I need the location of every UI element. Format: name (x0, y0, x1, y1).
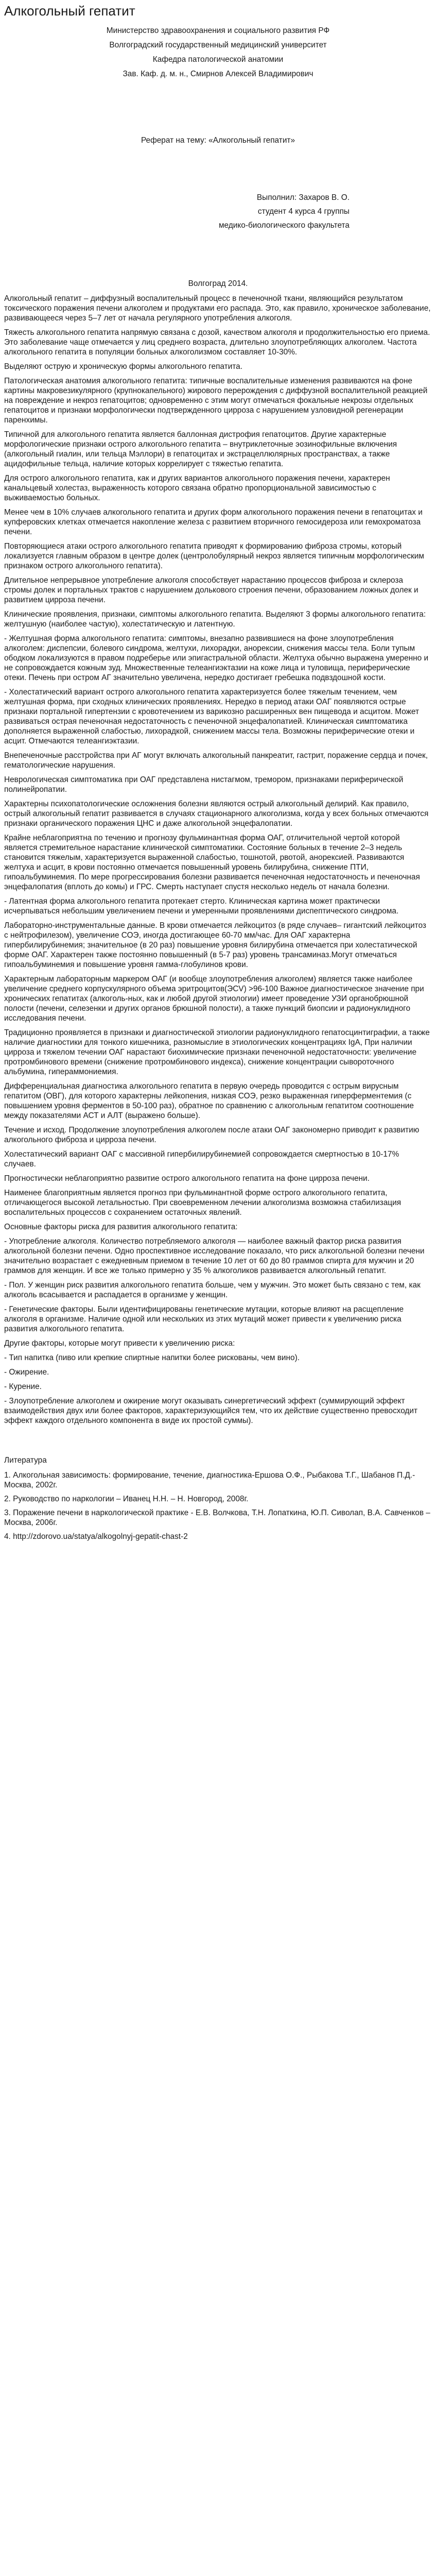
referat-topic: Реферат на тему: «Алкогольный гепатит» (141, 136, 295, 145)
paragraph: Для острого алкогольного гепатита, как и других вариантов алкогольного поражения печени, характерен канальцевый холестаз, выраженность которого связана обратно пропорциональной зависимостью с выживаемостью больных. (4, 474, 390, 502)
paragraph: Лабораторно-инструментальные данные. В крови отмечается лейкоцитоз (в ряде случаев– гигантский лейкоцитоз с нейтрофилезом), увеличение СОЭ, иногда достигающее 60-70 мм/час. Для ОАГ характерна гипербилирубинемия; значительное (в 20 раз) повышение уровня билирубина отмечается при холестатической форме ОАГ. Характерен также постоянно повышенный (в 5-7 раз) уровень трансаминаз.Могут отмечаться гипоальбуминемия и повышение уровня гамма-глобулинов крови. (4, 921, 426, 969)
paragraph: Прогностически неблагоприятно развитие острого алкогольного гепатита на фоне цирроза печени. (4, 1174, 370, 1183)
references-list (4, 1470, 432, 1541)
paragraph: - Злоупотребление алкоголем и ожирение могут оказывать синергетический эффект (суммирующий эффект взаимодействия двух или более факторов, характеризующийся тем, что их действие существенно превосходит эффект каждого отдельного компонента в виде их простой суммы). (4, 1397, 418, 1425)
reference-item: 1. Алкогольная зависимость: формирование, течение, диагностика-Ершова О.Ф., Рыбакова Т.Г., Шабанов П.Д.- Москва, 2002г. (4, 1471, 415, 1489)
article-body (4, 294, 432, 1426)
paragraph: - Употребление алкоголя. Количество потребляемого алкоголя — наиболее важный фактор риска развития алкогольной болезни печени. Одно проспективное исследование показало, что риск алкогольной болезни печени значительно возрастает с ежедневным приемом в течение 10 лет от 60 до 80 граммов спирта для мужчин и 20 граммов для женщин. И все же только примерно у 35 % алкоголиков развивается алкогольный гепатит. (4, 1237, 425, 1275)
reference-item: 2. Руководство по наркологии – Иванец Н.Н. – Н. Новгород, 2008г. (4, 1495, 249, 1503)
paragraph: - Желтушная форма алкогольного гепатита: симптомы, внезапно развившиеся на фоне злоупотребления алкоголем: диспепсии, болевого синдрома, желтухи, лихорадки, анорексии, снижения массы тела. Боли тупым ободком локализуются в правом подреберье или эпигастральной области. Желтуха обычно выражена умеренно и не сопровождается кожным зуд. Множественные телеангиэктазии на коже лица и туловища, периферические отеки. Печень при остром АГ значительно увеличена, нередко достигает гребешка подвздошной кости. (4, 634, 429, 682)
paragraph: Крайне неблагоприятна по течению и прогнозу фульминантная форма ОАГ, отличительной чертой которой является стремительное нарастание клинической симптоматики. Состояние больных в течение 2–3 недель становится тяжелым, характеризуется выраженной слабостью, тошнотой, рвотой, анорексией. Развиваются желтуха и асцит, в крови постоянно отмечается повышенный уровень билирубина, снижение ПТИ, гипоальбуминемия. По мере прогрессирования болезни развивается печеночная недостаточность и печеночная энцефалопатия (вплоть до комы) и ГРС. Смерть наступает спустя несколько недель от начала болезни. (4, 834, 420, 891)
department-line: Кафедра патологической анатомии (152, 55, 284, 64)
references-heading: Литература (4, 1456, 47, 1465)
author-line: Выполнил: Захаров В. О. (256, 193, 350, 202)
paragraph: - Тип напитка (пиво или крепкие спиртные напитки более рискованы, чем вино). (4, 1353, 300, 1362)
paragraph: Патологическая анатомия алкогольного гепатита: типичные воспалительные изменения развиваются на фоне картины макровезикулярного (крупнокапельного) жирового перерождения с диффузной воспалительной реакцией на повреждение и некроз гепатоцитов; одновременно с этим могут отмечаться фокальные некрозы отдельных гепатоцитов и признаки морфологически подтвержденного цирроза с нарушением узловидной регенерации паренхимы. (4, 377, 428, 425)
author-block (4, 193, 432, 230)
title-page-header (4, 26, 432, 79)
paragraph: Основные факторы риска для развития алкогольного гепатита: (4, 1223, 238, 1231)
city-year: Волгоград 2014. (188, 279, 248, 288)
paragraph: Клинические проявления, признаки, симптомы алкогольного гепатита. Выделяют 3 формы алкогольного гепатита: желтушную (наиболее частую), холестатическую и латентную. (4, 610, 426, 629)
paragraph: Характерным лабораторным маркером ОАГ (и вообще злоупотребления алкоголем) является также наиболее увеличение среднего корпускулярного объема эритроцитов(ЭСV) >96-100 Важное диагностическое значение при хронических гепатитах (алкоголь-ных, как и любой другой этиологии) имеет проведение УЗИ органобрюшной полости (печени, селезенки и других органов брюшной полости), а также пункций биопсии и радионуклидного исследования печени. (4, 975, 424, 1023)
student-line: студент 4 курса 4 группы (257, 207, 350, 216)
faculty-line: медико-биологического факультета (218, 221, 350, 230)
paragraph: Типичной для алкогольного гепатита является баллонная дистрофия гепатоцитов. Другие характерные морфологические признаки острого алкогольного гепатита – внутриклеточные эозинофильные включения (алкогольный гиалин, или тельца Мэллори) в гепатоцитах и экстрацеллюлярных пространствах, а также ацидофильные тельца, наличие которых коррелирует с тяжестью гепатита. (4, 430, 397, 468)
paragraph: - Латентная форма алкогольного гепатита протекает стерто. Клиническая картина может практически исчерпываться небольшим увеличением печени и умеренными проявлениями диспептического синдрома. (4, 897, 399, 916)
head-line: Зав. Каф. д. м. н., Смирнов Алексей Владимирович (123, 70, 313, 78)
paragraph: - Пол. У женщин риск развития алкогольного гепатита больше, чем у мужчин. Это может быть связано с тем, как алкоголь всасывается и распадается в организме у женщин. (4, 1281, 421, 1299)
paragraph: - Курение. (4, 1382, 42, 1391)
paragraph: Повторяющиеся атаки острого алкогольного гепатита приводят к формированию фиброза стромы, который локализуется главным образом в центре долек (центролобулярный некроз является типичным морфологическим признаком острого алкогольного гепатита). (4, 542, 424, 570)
paragraph: Тяжесть алкогольного гепатита напрямую связана с дозой, качеством алкоголя и продолжительностью его приема. Это заболевание чаще отмечается у лиц среднего возраста, длительно злоупотребляющих алкоголем. Частота алкогольного гепатита в популяции больных алкоголизмом составляет 10-30%. (4, 328, 430, 357)
paragraph: Длительное непрерывное употребление алкоголя способствует нарастанию процессов фиброза и склероза стромы долек и портальных трактов с нарушением долькового строения печени, образованием ложных долек и развитием цирроза печени. (4, 576, 418, 604)
reference-link[interactable]: 4. http://zdorovo.ua/statya/alkogolnyj-gepatit-chast-2 (4, 1532, 188, 1541)
paragraph: Дифференциальная диагностика алкогольного гепатита в первую очередь проводится с острым вирусным гепатитом (ОВГ), для которого характерны лейкопения, низкая СОЭ, резко выраженная гиперферментемия (с повышением уровня ферментов в 50-100 раз), обратное по сравнению с алкогольным гепатитом соотношение между показателями АСТ и АЛТ (выражено больше). (4, 1082, 414, 1120)
ministry-line: Министерство здравоохранения и социального развития РФ (106, 26, 330, 35)
paragraph: Внепеченочные расстройства при АГ могут включать алкогольный панкреатит, гастрит, поражение сердца и почек, гематологические нарушения. (4, 751, 428, 770)
paragraph: Выделяют острую и хроническую формы алкогольного гепатита. (4, 362, 243, 371)
paragraph: - Ожирение. (4, 1368, 49, 1377)
page-title: Алкогольный гепатит (4, 3, 135, 19)
paragraph: Течение и исход. Продолжение злоупотребления алкоголем после атаки ОАГ закономерно приводит к развитию алкогольного фиброза и цирроза печени. (4, 1126, 420, 1144)
paragraph: Менее чем в 10% случаев алкогольного гепатита и других форм алкогольного поражения печени в гепатоцитах и купферовских клетках отмечается накопление железа с развитием вторичного гемосидероза или гемохроматоза печени. (4, 508, 423, 536)
paragraph: Характерны психопатологические осложнения болезни являются острый алкогольный делирий. Как правило, острый алкогольный гепатит развивается в случаях стационарного алкоголизма, когда у всех больных отмечаются признаки органического поражения ЦНС и даже алкогольной энцефалопатии. (4, 800, 429, 828)
paragraph: Наименее благоприятным является прогноз при фульминантной форме острого алкогольного гепатита, отличающегося высокой летальностью. При своевременном лечении алкоголизма возможна стабилизация воспалительных процессов с сохранением остаточных явлений. (4, 1189, 402, 1217)
paragraph: - Холестатический вариант острого алкогольного гепатита характеризуется более тяжелым течением, чем желтушная форма, при сходных клинических проявлениях. Нередко в период атаки ОАГ появляются острые признаки портальной гипертензии с кровотечением из варикозно расширенных вен пищевода и асцитом. Может развиваться острая печеночная недостаточность с печеночной энцефалопатией. Клиническая симптоматика дополняется выраженной слабостью, лихорадкой, снижением массы тела. Возможны периферические отеки и асцит. Отмечаются телеангиэктазии. (4, 688, 420, 745)
university-line: Волгоградский государственный медицинский университет (109, 41, 327, 49)
reference-item: 3. Поражение печени в наркологической практике - Е.В. Волчкова, Т.Н. Лопаткина, Ю.П. Сиволап, В.А. Савченков – Москва, 2006г. (4, 1509, 430, 1527)
paragraph: Другие факторы, которые могут привести к увеличению риска: (4, 1339, 235, 1348)
paragraph: Холестатический вариант ОАГ с массивной гипербилирубинемией сопровождается смертностью в 10-17% случаев. (4, 1150, 399, 1168)
paragraph: Традиционно проявляется в признаки и диагностической этиологии радионуклидного гепатосцинтиграфии, а также наличие диагностики для тонкого кишечника, разномыслие в этиологических концентрациях IgA, При наличии цирроза и тяжелом течении ОАГ нарастают биохимические признаки печеночной недостаточности: увеличение протромбинового времени (снижение протромбинового индекса), снижение концентрации сывороточного альбумина, гипераммониемия. (4, 1028, 430, 1076)
paragraph: Алкогольный гепатит – диффузный воспалительный процесс в печеночной ткани, являющийся результатом токсического поражения печени алкоголем и продуктами его распада. Это, как правило, хроническое заболевание, развивающееся через 5–7 лет от начала регулярного употребления алкоголя. (4, 294, 431, 323)
paragraph: - Генетические факторы. Были идентифицированы генетические мутации, которые влияют на расщепление алкоголя в организме. Наличие одной или нескольких из этих мутаций может привести к увеличению риска развития алкогольного гепатита. (4, 1305, 404, 1333)
paragraph: Неврологическая симптоматика при ОАГ представлена нистагмом, тремором, признаками периферической полинейропатии. (4, 775, 404, 794)
